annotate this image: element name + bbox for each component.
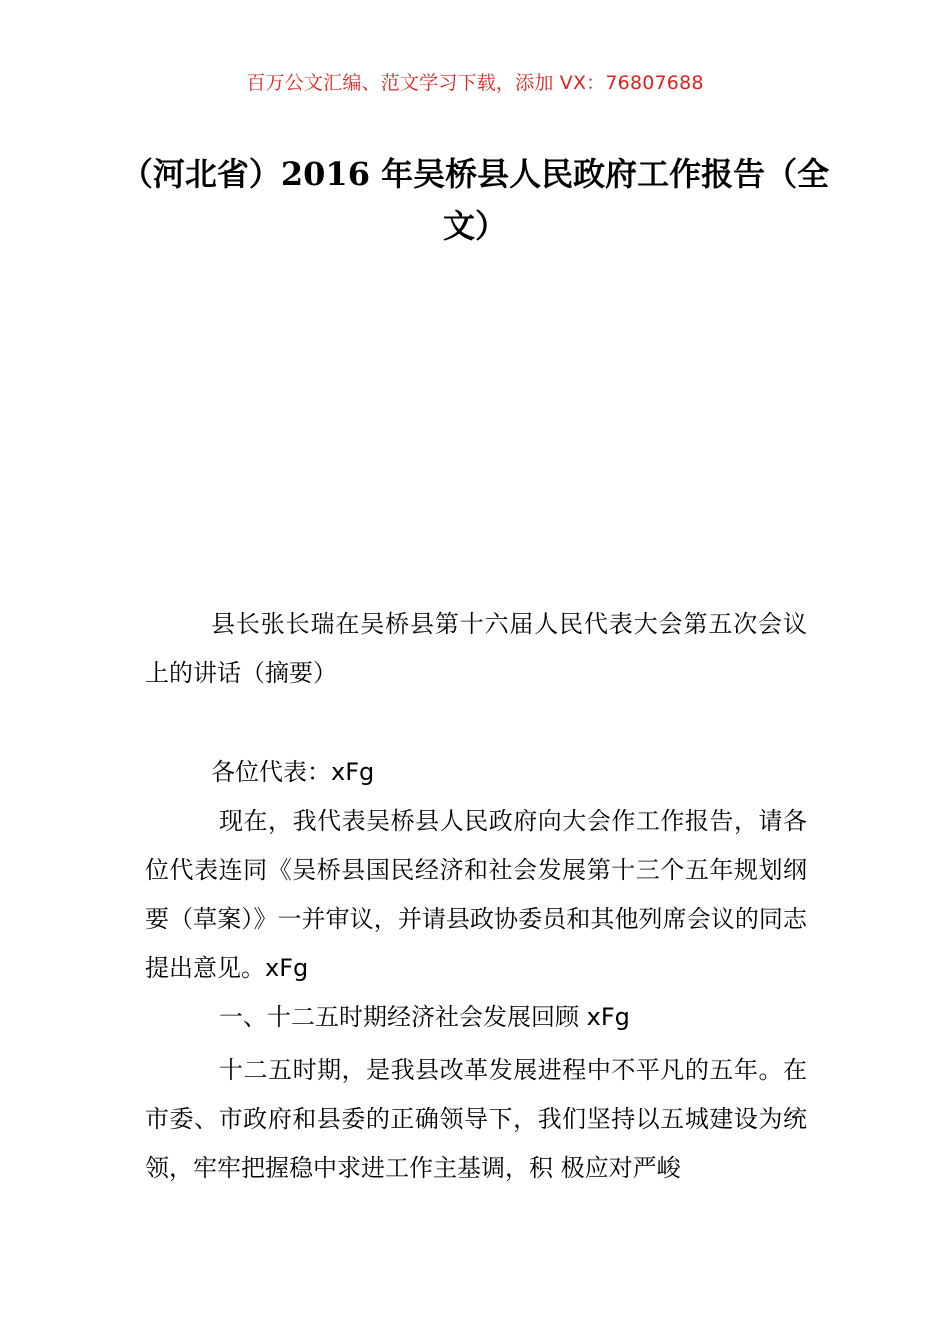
- paragraph: 十二五时期，是我县改革发展进程中不平凡的五年。在市委、市政府和县委的正确领导下，我们坚持以五城建设为统领，牢牢把握稳中求进工作主基调，积 极应对严峻: [145, 1056, 807, 1182]
- section-heading: 一、十二五时期经济社会发展回顾 xFg: [219, 1003, 630, 1031]
- salutation: 各位代表：xFg: [211, 758, 375, 786]
- speech-subtitle: 县长张长瑞在吴桥县第十六届人民代表大会第五次会议上的讲话（摘要）: [145, 610, 807, 687]
- header-note: 百万公文汇编、范文学习下载，添加 VX：76807688: [246, 72, 704, 94]
- document-title: （河北省）2016 年吴桥县人民政府工作报告（全文）: [120, 155, 830, 245]
- paragraph: 现在，我代表吴桥县人民政府向大会作工作报告，请各位代表连同《吴桥县国民经济和社会发展第十三个五年规划纲要（草案）》一并审议，并请县政协委员和其他列席会议的同志提出意见。xFg: [145, 807, 807, 982]
